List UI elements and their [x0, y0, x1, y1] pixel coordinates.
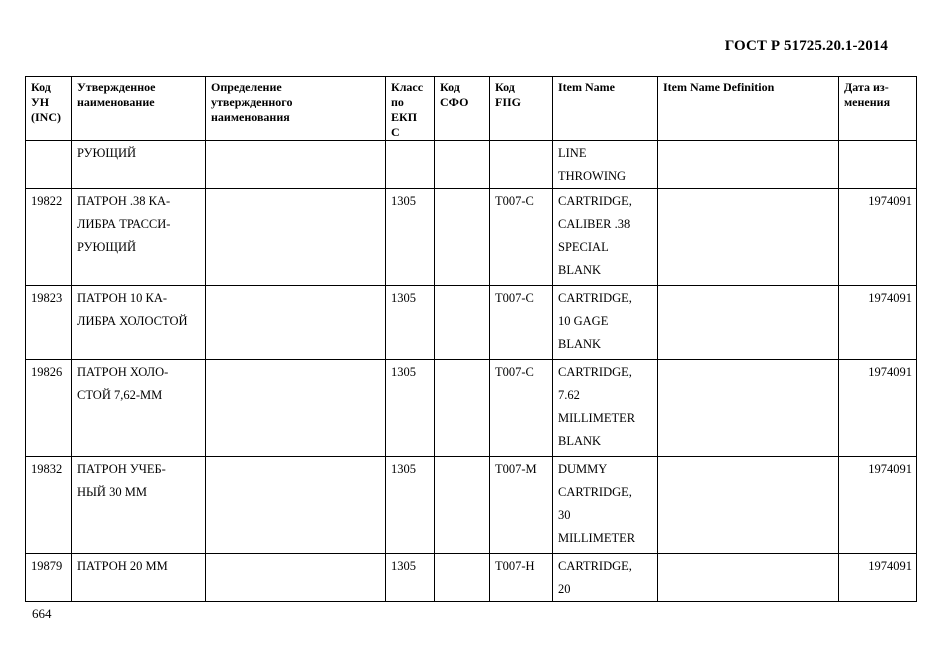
item-name-cell	[553, 286, 658, 360]
definition-cell	[206, 360, 386, 457]
change-date-cell: 1974091	[839, 554, 917, 602]
fiig-cell: T007-C	[490, 286, 553, 360]
col-header-fiig-code	[490, 77, 553, 141]
approved-name-cell	[72, 457, 206, 554]
sfo-cell	[435, 286, 490, 360]
cell-line: Item Name Definition	[663, 80, 775, 94]
item-name-definition-cell	[658, 286, 839, 360]
cell-line: Определение	[211, 80, 282, 94]
col-header-approved-name	[72, 77, 206, 141]
col-header-name-definition	[206, 77, 386, 141]
cell-line: BLANK	[558, 434, 602, 448]
cell-line: наименование	[77, 95, 155, 109]
definition-cell	[206, 189, 386, 286]
cell-line: MILLIMETER	[558, 411, 636, 425]
cell-line: С	[391, 125, 400, 139]
page-number: 664	[32, 606, 52, 621]
cell-line: ПАТРОН 20 ММ	[77, 559, 168, 573]
col-header-item-name-definition	[658, 77, 839, 141]
cell-line: ПАТРОН 10 КА-	[77, 291, 168, 305]
sfo-cell	[435, 189, 490, 286]
class-cell: 1305	[386, 457, 435, 554]
cell-line: Утвержденное	[77, 80, 156, 94]
approved-name-cell	[72, 189, 206, 286]
col-header-sfo-code	[435, 77, 490, 141]
cell-line: ЛИБРА ТРАССИ-	[77, 217, 171, 231]
fiig-cell: T007-M	[490, 457, 553, 554]
cell-line: Item Name	[558, 80, 615, 94]
inc-cell: 19823	[26, 286, 72, 360]
cell-line: ЕКП	[391, 110, 418, 124]
table-row	[26, 360, 917, 457]
cell-line: 20	[558, 582, 571, 596]
definition-cell	[206, 286, 386, 360]
table-row	[26, 189, 917, 286]
class-cell: 1305	[386, 360, 435, 457]
col-header-inc	[26, 77, 72, 141]
cell-line: THROWING	[558, 169, 627, 183]
cell-line: CARTRIDGE,	[558, 365, 632, 379]
table-row	[26, 554, 917, 602]
change-date-cell: 1974091	[839, 286, 917, 360]
cell-line: BLANK	[558, 337, 602, 351]
cell-line: 7.62	[558, 388, 580, 402]
cell-line: DUMMY	[558, 462, 608, 476]
inc-cell: 19822	[26, 189, 72, 286]
fiig-cell: T007-C	[490, 360, 553, 457]
item-name-definition-cell	[658, 141, 839, 189]
cell-line: Дата из-	[844, 80, 889, 94]
class-cell: 1305	[386, 286, 435, 360]
cell-line: Код	[495, 80, 515, 94]
item-name-cell	[553, 189, 658, 286]
change-date-cell: 1974091	[839, 189, 917, 286]
item-name-cell	[553, 141, 658, 189]
sfo-cell	[435, 141, 490, 189]
cell-line: Код	[31, 80, 51, 94]
item-name-definition-cell	[658, 457, 839, 554]
item-name-cell	[553, 554, 658, 602]
item-name-definition-cell	[658, 554, 839, 602]
cell-line: (INC)	[31, 110, 61, 124]
sfo-cell	[435, 360, 490, 457]
cell-line: Класс	[391, 80, 424, 94]
cell-line: CARTRIDGE,	[558, 291, 632, 305]
cell-line: LINE	[558, 146, 587, 160]
inc-cell: 19826	[26, 360, 72, 457]
cell-line: ПАТРОН .38 КА-	[77, 194, 171, 208]
class-cell: 1305	[386, 189, 435, 286]
table-row	[26, 457, 917, 554]
cell-line: SPECIAL	[558, 240, 609, 254]
cell-line: CARTRIDGE,	[558, 194, 632, 208]
cell-line: ПАТРОН ХОЛО-	[77, 365, 169, 379]
col-header-item-name	[553, 77, 658, 141]
cell-line: РУЮЩИЙ	[77, 146, 137, 160]
change-date-cell	[839, 141, 917, 189]
col-header-class	[386, 77, 435, 141]
item-name-definition-cell	[658, 360, 839, 457]
class-cell	[386, 141, 435, 189]
sfo-cell	[435, 554, 490, 602]
cell-line: СТОЙ 7,62-ММ	[77, 388, 163, 402]
item-name-table	[25, 76, 917, 602]
approved-name-cell	[72, 286, 206, 360]
table-row	[26, 286, 917, 360]
item-name-definition-cell	[658, 189, 839, 286]
fiig-cell	[490, 141, 553, 189]
approved-name-cell	[72, 141, 206, 189]
cell-line: BLANK	[558, 263, 602, 277]
change-date-cell: 1974091	[839, 360, 917, 457]
cell-line: СФО	[440, 95, 469, 109]
cell-line: MILLIMETER	[558, 531, 636, 545]
cell-line: УН	[31, 95, 50, 109]
cell-line: CALIBER .38	[558, 217, 631, 231]
cell-line: 10 GAGE	[558, 314, 609, 328]
class-cell: 1305	[386, 554, 435, 602]
col-header-change-date	[839, 77, 917, 141]
cell-line: НЫЙ 30 ММ	[77, 485, 147, 499]
cell-line: 30	[558, 508, 571, 522]
sfo-cell	[435, 457, 490, 554]
approved-name-cell	[72, 360, 206, 457]
cell-line: ПАТРОН УЧЕБ-	[77, 462, 166, 476]
item-name-cell	[553, 360, 658, 457]
cell-line: ЛИБРА ХОЛОСТОЙ	[77, 314, 188, 328]
cell-line: CARTRIDGE,	[558, 485, 632, 499]
cell-line: утвержденного	[211, 95, 293, 109]
document-code: ГОСТ Р 51725.20.1-2014	[724, 38, 888, 54]
cell-line: CARTRIDGE,	[558, 559, 632, 573]
definition-cell	[206, 554, 386, 602]
inc-cell: 19879	[26, 554, 72, 602]
cell-line: Код	[440, 80, 460, 94]
cell-line: РУЮЩИЙ	[77, 240, 137, 254]
cell-line: по	[391, 95, 404, 109]
approved-name-cell	[72, 554, 206, 602]
table-row	[26, 141, 917, 189]
inc-cell: 19832	[26, 457, 72, 554]
definition-cell	[206, 141, 386, 189]
table-header-row	[26, 77, 917, 141]
cell-line: наименования	[211, 110, 290, 124]
definition-cell	[206, 457, 386, 554]
change-date-cell: 1974091	[839, 457, 917, 554]
cell-line: менения	[844, 95, 891, 109]
cell-line: FIIG	[495, 95, 522, 109]
inc-cell	[26, 141, 72, 189]
item-name-cell	[553, 457, 658, 554]
fiig-cell: T007-C	[490, 189, 553, 286]
fiig-cell: T007-H	[490, 554, 553, 602]
